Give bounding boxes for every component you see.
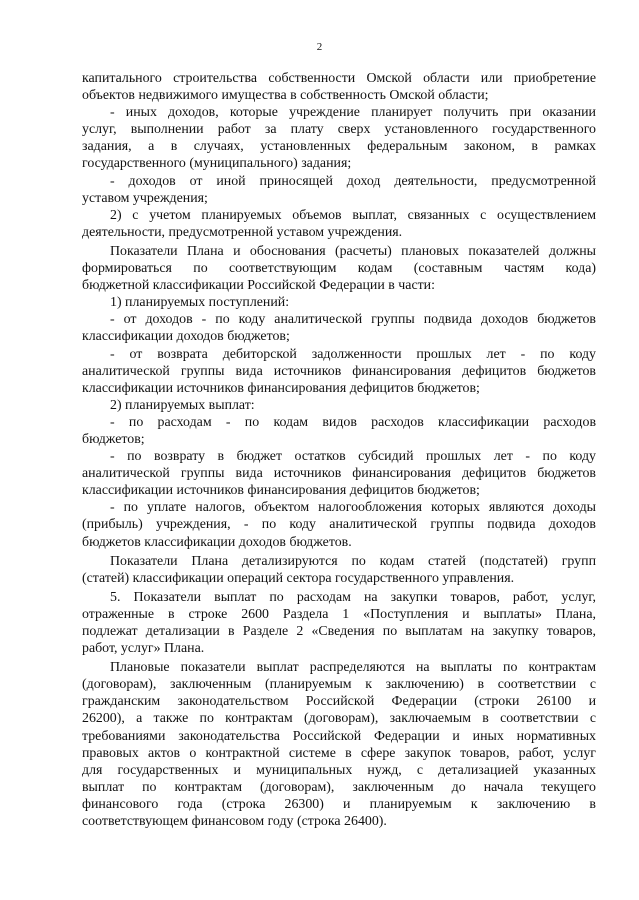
text-line: подлежат детализации в Разделе 2 «Сведения по выплатам на закупку товаров, xyxy=(82,624,596,639)
paragraph xyxy=(82,207,596,241)
text-line: уставом учреждения; xyxy=(82,190,208,206)
text-line: классификации доходов бюджетов; xyxy=(82,329,290,345)
paragraph xyxy=(82,499,596,550)
text-line: 2) с учетом планируемых объемов выплат, связанных с осуществлением xyxy=(110,207,596,223)
text-line: бюджетов; xyxy=(82,431,145,447)
text-line: Показатели Плана и обоснования (расчеты) плановых показателей должны xyxy=(110,243,596,259)
paragraph xyxy=(82,589,596,657)
text-line: 26200), а также по контрактам (договорам), заключаемым в соответствии с xyxy=(82,711,596,727)
text-line: деятельности, предусмотренной уставом учреждения. xyxy=(82,224,403,240)
text-line: аналитической группы вида источников финансирования дефицитов бюджетов xyxy=(82,466,596,482)
page-number: 2 xyxy=(316,41,323,53)
text-line: 2) планируемых выплат: xyxy=(110,397,255,413)
text-line: 1) планируемых поступлений: xyxy=(110,295,290,311)
paragraph xyxy=(82,659,596,830)
text-line: правовых актов о контрактной системе в сфере закупок товаров, работ, услуг xyxy=(82,745,596,761)
text-line: - по расходам - по кодам видов расходов классификации расходов xyxy=(110,414,596,430)
text-line: аналитической группы вида источников финансирования дефицитов бюджетов xyxy=(82,363,596,379)
text-line: соответствующем финансовом году (строка 26400). xyxy=(82,814,387,830)
text-line: выплат по контрактам (договорам), заключенным до начала текущего xyxy=(82,779,596,795)
paragraph xyxy=(82,243,596,294)
text-line: классификации источников финансирования дефицитов бюджетов; xyxy=(82,483,480,499)
text-line: - доходов от иной приносящей доход деятельности, предусмотренной xyxy=(110,173,596,189)
text-line: объектов недвижимого имущества в собственность Омской области; xyxy=(82,88,489,104)
text-line: - от доходов - по коду аналитической группы подвида доходов бюджетов xyxy=(110,312,596,328)
text-line: капитального строительства собственности Омской области или приобретение xyxy=(82,71,596,86)
text-line: услуг, выполнении работ за плату сверх установленного государственного xyxy=(82,122,596,138)
paragraph xyxy=(82,294,596,311)
text-line: классификации источников финансирования дефицитов бюджетов; xyxy=(82,380,480,396)
paragraph xyxy=(82,104,596,172)
text-line: работ, услуг» Плана. xyxy=(82,641,205,657)
text-line: - по уплате налогов, объектом налогообложения которых являются доходы xyxy=(110,500,596,516)
text-line: - иных доходов, которые учреждение планирует получить при оказании xyxy=(110,105,596,121)
paragraph xyxy=(82,414,596,448)
text-line: формироваться по соответствующим кодам (составным частям кода) xyxy=(82,261,596,277)
paragraph xyxy=(82,448,596,499)
text-line: для государственных и муниципальных нужд, с детализацией указанных xyxy=(82,762,596,778)
text-line: (договорам), заключенным (планируемым к заключению) в соответствии с xyxy=(82,677,596,693)
paragraph xyxy=(82,553,596,587)
text-line: бюджетной классификации Российской Федерации в части: xyxy=(82,278,435,294)
text-line: финансового года (строка 26300) и планируемым к заключению в xyxy=(82,796,596,812)
document-body xyxy=(82,70,596,830)
paragraph xyxy=(82,397,596,414)
paragraph xyxy=(82,346,596,397)
text-line: бюджетов классификации доходов бюджетов. xyxy=(82,534,352,550)
text-line: (статей) классификации операций сектора государственного управления. xyxy=(82,570,515,586)
text-line: - от возврата дебиторской задолженности прошлых лет - по коду xyxy=(110,346,596,362)
paragraph xyxy=(82,70,596,104)
text-line: государственного (муниципального) задания; xyxy=(82,156,352,172)
text-line: отраженные в строке 2600 Раздела 1 «Поступления и выплаты» Плана, xyxy=(82,606,596,622)
text-line: требованиями законодательства Российской Федерации и иных нормативных xyxy=(82,728,596,744)
text-line: Показатели Плана детализируются по кодам статей (подстатей) групп xyxy=(110,553,596,569)
text-line: гражданским законодательством Российской Федерации (строки 26100 и xyxy=(82,694,596,710)
text-line: задания, а в случаях, установленных федеральным законом, в рамках xyxy=(82,139,596,155)
text-line: (прибыль) учреждения, - по коду аналитической группы подвида доходов xyxy=(82,517,596,533)
paragraph xyxy=(82,311,596,345)
text-line: Плановые показатели выплат распределяются на выплаты по контрактам xyxy=(110,660,596,676)
text-line: - по возврату в бюджет остатков субсидий прошлых лет - по коду xyxy=(110,449,596,465)
paragraph xyxy=(82,173,596,207)
text-line: 5. Показатели выплат по расходам на закупки товаров, работ, услуг, xyxy=(110,589,596,605)
